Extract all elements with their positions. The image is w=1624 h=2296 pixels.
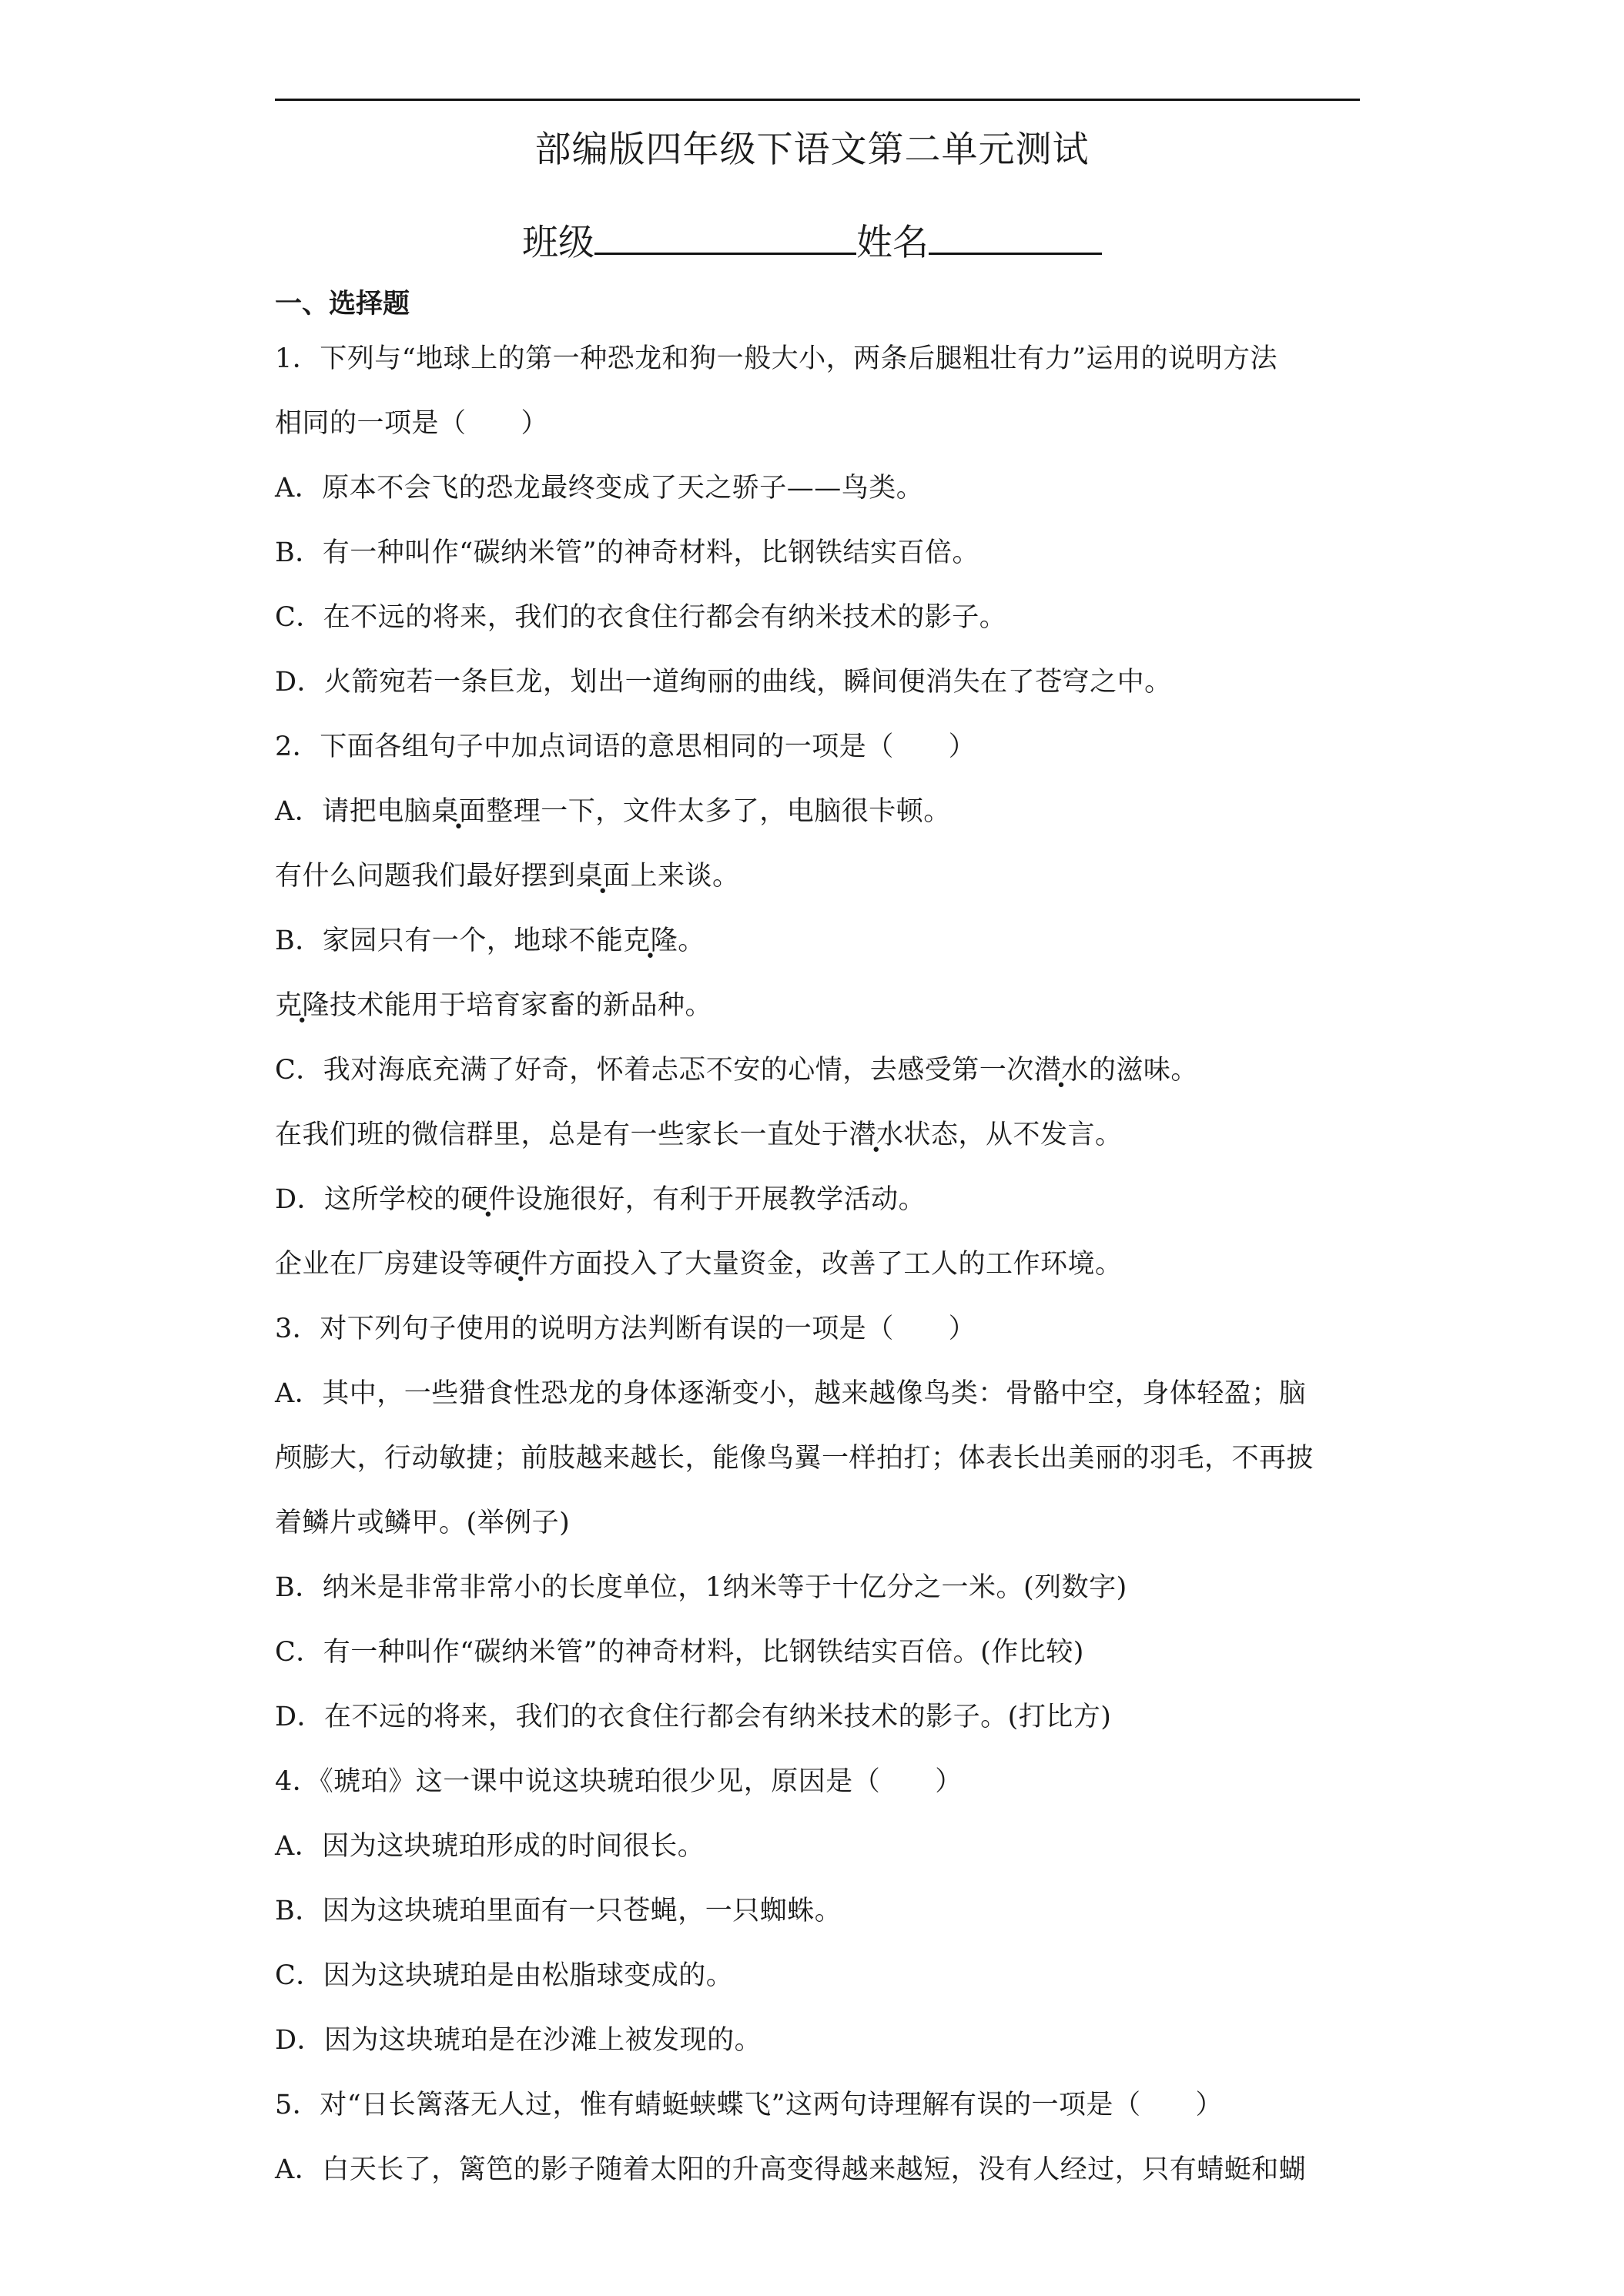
q1-option-a: A．原本不会飞的恐龙最终变成了天之骄子——鸟类。 [275, 473, 924, 504]
q3-option-d: D．在不远的将来，我们的衣食住行都会有纳米技术的影子。(打比方) [275, 1702, 1112, 1732]
q2-option-a-1 [275, 792, 1368, 831]
q2-option-c-1 [275, 1051, 1368, 1089]
header-rule [275, 99, 1360, 101]
q4-option-a: A．因为这块琥珀形成的时间很长。 [275, 1831, 705, 1862]
dotted-word: 桌面 [431, 796, 487, 827]
q3-option-a-2: 颅膨大，行动敏捷；前肢越来越长，能像鸟翼一样拍打；体表长出美丽的羽毛，不再披 [275, 1443, 1314, 1474]
dotted-word: 克隆 [275, 990, 330, 1021]
q1-option-d: D．火箭宛若一条巨龙，划出一道绚丽的曲线，瞬间便消失在了苍穹之中。 [275, 667, 1172, 698]
text: 有什么问题我们最好摆到 [275, 861, 576, 892]
q2-option-d-2 [275, 1245, 1368, 1284]
q4-option-b: B．因为这块琥珀里面有一只苍蝇，一只蜘蛛。 [275, 1896, 842, 1926]
dotted-word: 硬件 [460, 1184, 516, 1215]
page-title: 部编版四年级下语文第二单元测试 [534, 129, 1090, 171]
text: D．这所学校的 [275, 1184, 461, 1215]
section-heading: 一、选择题 [275, 288, 410, 320]
q2-option-a-2 [275, 857, 1368, 895]
dotted-word: 桌面 [575, 861, 631, 892]
text: 企业在厂房建设等 [275, 1249, 494, 1280]
text: 状态，从不发言。 [903, 1120, 1123, 1150]
q3-option-a-3: 着鳞片或鳞甲。(举例子) [275, 1508, 571, 1538]
class-blank[interactable] [594, 214, 856, 255]
text: 。 [678, 925, 705, 956]
dotted-word: 潜水 [849, 1120, 904, 1150]
q2-option-b-1 [275, 922, 1368, 960]
q2-option-d-1 [275, 1180, 1368, 1219]
dotted-word: 潜水 [1033, 1055, 1089, 1086]
q3-option-a-1: A．其中，一些猎食性恐龙的身体逐渐变小，越来越像鸟类：骨骼中空，身体轻盈；脑 [275, 1378, 1307, 1409]
text: 设施很好，有利于开展教学活动。 [515, 1184, 926, 1215]
q1-option-c: C．在不远的将来，我们的衣食住行都会有纳米技术的影子。 [275, 602, 1007, 633]
text: 上来谈。 [630, 861, 740, 892]
class-label: 班级 [522, 222, 594, 264]
name-label: 姓名 [856, 222, 929, 264]
text: 方面投入了大量资金，改善了工人的工作环境。 [548, 1249, 1123, 1280]
q1-option-b: B．有一种叫作“碳纳米管”的神奇材料，比钢铁结实百倍。 [275, 537, 980, 568]
q2-option-c-2 [275, 1116, 1368, 1154]
dotted-word: 克隆 [623, 925, 678, 956]
q2-stem: 2．下面各组句子中加点词语的意思相同的一项是（ ） [275, 731, 976, 762]
q4-stem: 4．《琥珀》这一课中说这块琥珀很少见，原因是（ ） [275, 1766, 963, 1797]
text: 在我们班的微信群里，总是有一些家长一直处于 [275, 1120, 849, 1150]
q4-option-d: D．因为这块琥珀是在沙滩上被发现的。 [275, 2025, 762, 2056]
q5-option-a: A．白天长了，篱笆的影子随着太阳的升高变得越来越短，没有人经过，只有蜻蜓和蝴 [275, 2154, 1307, 2185]
text: B．家园只有一个，地球不能 [275, 925, 624, 956]
class-name-line [0, 214, 1624, 270]
q5-stem: 5．对“日长篱落无人过，惟有蜻蜓蛱蝶飞”这两句诗理解有误的一项是（ ） [275, 2090, 1224, 2120]
q3-stem: 3．对下列句子使用的说明方法判断有误的一项是（ ） [275, 1314, 976, 1344]
text: A．请把电脑 [275, 796, 432, 827]
dotted-word: 硬件 [494, 1249, 549, 1280]
text: C．我对海底充满了好奇，怀着忐忑不安的心情，去感受第一次 [275, 1055, 1034, 1086]
q1-stem-1: 1．下列与“地球上的第一种恐龙和狗一般大小，两条后腿粗壮有力”运用的说明方法 [275, 343, 1278, 374]
q3-option-b: B．纳米是非常非常小的长度单位，1纳米等于十亿分之一米。(列数字) [275, 1572, 1127, 1603]
text: 技术能用于培育家畜的新品种。 [330, 990, 713, 1021]
text: 的滋味。 [1088, 1055, 1198, 1086]
q4-option-c: C．因为这块琥珀是由松脂球变成的。 [275, 1960, 734, 1991]
q1-stem-2: 相同的一项是（ ） [275, 408, 549, 439]
q3-option-c: C．有一种叫作“碳纳米管”的神奇材料，比钢铁结实百倍。(作比较) [275, 1637, 1084, 1668]
name-blank[interactable] [929, 214, 1102, 255]
q2-option-b-2 [275, 986, 1368, 1025]
text: 整理一下，文件太多了，电脑很卡顿。 [486, 796, 951, 827]
